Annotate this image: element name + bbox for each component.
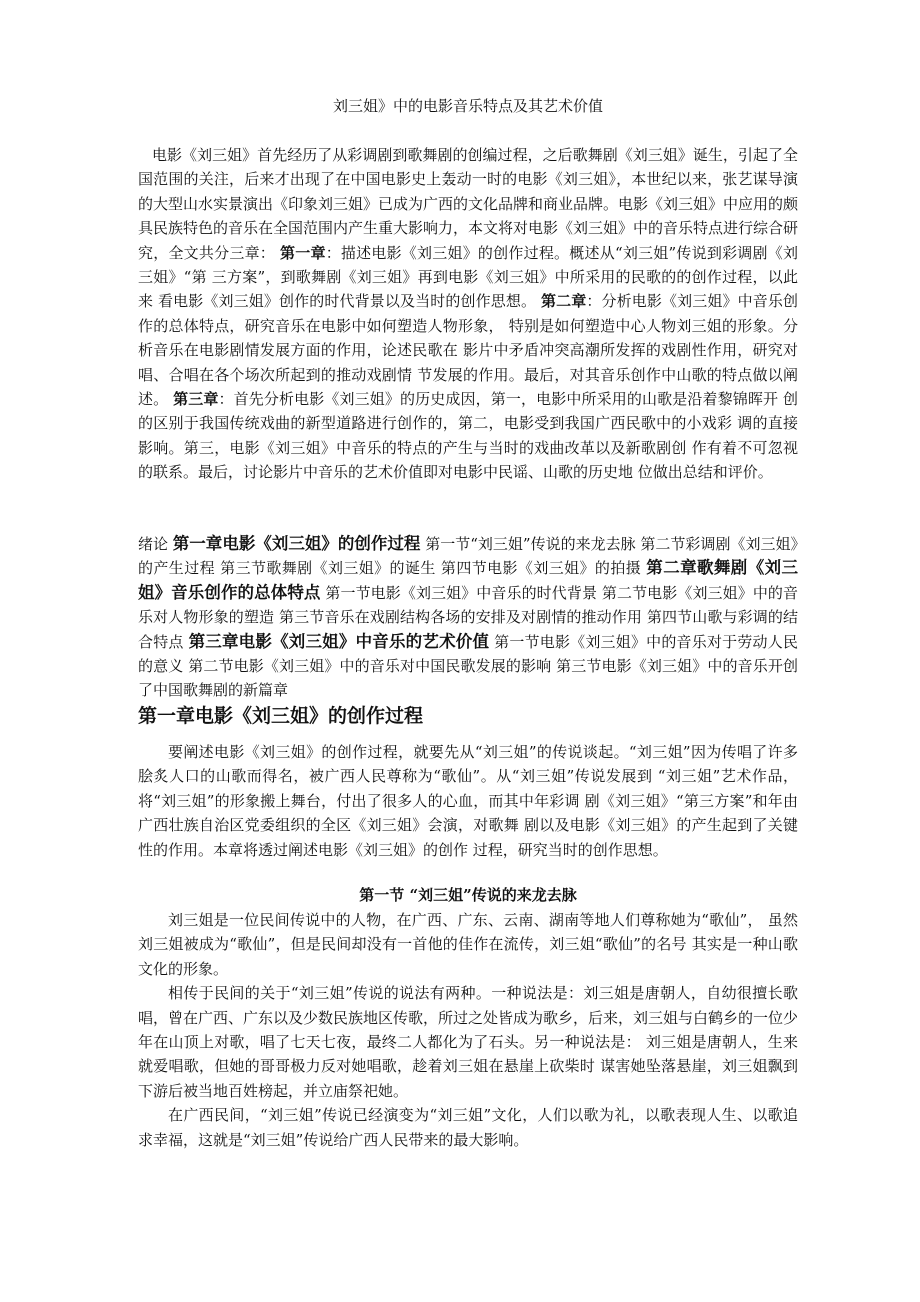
toc-chapter-3: 第三章电影《刘三姐》中音乐的艺术价值 <box>188 631 490 651</box>
abstract-paragraph <box>138 143 798 485</box>
toc-chapter-2-sections: 第一节电影《刘三姐》中音乐的时代背景 第二节电影《刘三姐》中的音乐对人物形象的塑造 第三节音乐在戏剧结构各场的安排及对剧情的推动作用 第四节山歌与彩调的结合特点 <box>138 583 799 651</box>
abstract-ch1-text: ：描述电影《刘三姐》的创作过程。概述从“刘三姐”传说到彩调剧《刘三姐》“第 三方案”，到歌舞剧《刘三姐》再到电影《刘三姐》中所采用的民歌的的创作过程，以此来 看电影《刘三姐》创作的时代背景以及当时的创作思想。 <box>138 243 798 311</box>
section-1-body <box>138 908 798 1152</box>
abstract-intro: 电影《刘三姐》首先经历了从彩调剧到歌舞剧的创编过程，之后歌舞剧《刘三姐》诞生，引起了全国范围的关注，后来才出现了在中国电影史上轰动一时的电影《刘三姐》，本世纪以来，张艺谋导演的大型山水实景演出《印象刘三姐》已成为广西的文化品牌和商业品牌。电影《刘三姐》中应用的颇具民族特色的音乐在全国范围内产生重大影响力，本文将对电影《刘三姐》中的音乐特点进行综合研究，全文共分三章： <box>138 146 799 262</box>
abstract-ch3-label: 第三章 <box>173 390 219 409</box>
toc-intro: 绪论 <box>138 535 169 553</box>
section-1-paragraph-3: 在广西民间，“刘三姐”传说已经演变为“刘三姐”文化，人们以歌为礼，以歌表现人生、以歌追求幸福，这就是“刘三姐”传说给广西人民带来的最大影响。 <box>138 1106 798 1149</box>
abstract-ch2-text: ：分析电影《刘三姐》中音乐创作的总体特点，研究音乐在电影中如何塑造人物形象， 特别是如何塑造中心人物刘三姐的形象。分析音乐在电影剧情发展方面的作用，论述民歌在 影片中矛盾冲突高潮所发挥的戏剧性作用，研究对唱、合唱在各个场次所起到的推动戏剧情 节发展的作用。最后，对其音乐创作中山歌的特点做以阐述。 <box>138 292 798 409</box>
document-title: 刘三姐》中的电影音乐特点及其艺术价值 <box>332 97 603 115</box>
toc-chapter-2: 第二章歌舞剧《刘三姐》音乐创作的总体特点 <box>138 558 798 602</box>
abstract-ch3-text: ：首先分析电影《刘三姐》的历史成因，第一，电影中所采用的山歌是沿着黎锦晖开 创的区别于我国传统戏曲的新型道路进行创作的，第二，电影受到我国广西民歌中的小戏彩 调的直接影响。第三，电影《刘三姐》中音乐的特点的产生与当时的戏曲改革以及新歌剧创 作有着不可忽视的联系。最后，讨论影片中音乐的艺术价值即对电影中民谣、山歌的历史地 位做出总结和评价。 <box>138 390 798 482</box>
section-1-heading: 第一节 “刘三姐”传说的来龙去脉 <box>359 886 577 904</box>
section-1-paragraph-1: 刘三姐是一位民间传说中的人物，在广西、广东、云南、湖南等地人们尊称她为“歌仙”， 虽然刘三姐被成为“歌仙”，但是民间却没有一首他的佳作在流传，刘三姐“歌仙”的名号 其实是一种山歌文化的形象。 <box>138 911 798 978</box>
abstract-ch2-label: 第二章 <box>541 292 587 311</box>
abstract-ch1-label: 第一章 <box>280 243 326 262</box>
toc-chapter-1: 第一章电影《刘三姐》的创作过程 <box>172 534 421 553</box>
section-1-paragraph-2: 相传于民间的关于“刘三姐”传说的说法有两种。一种说法是：刘三姐是唐朝人，自幼很擅长歌唱，曾在广西、广东以及少数民族地区传歌，所过之处皆成为歌乡，后来，刘三姐与白鹤乡的一位少年在山顶上对歌，唱了七天七夜，最终二人都化为了石头。另一种说法是： 刘三姐是唐朝人，生来就爱唱歌，但她的哥哥极力反对她唱歌，趁着刘三姐在悬崖上砍柴时 谋害她坠落悬崖，刘三姐飘到下游后被当地百姓榜起，并立庙祭祀她。 <box>138 984 799 1100</box>
chapter-1-heading: 第一章电影《刘三姐》的创作过程 <box>138 705 424 727</box>
toc-chapter-1-sections: 第一节“刘三姐”传说的来龙去脉 第二节彩调剧《刘三姐》的产生过程 第三节歌舞剧《刘三姐》的诞生 第四节电影《刘三姐》的拍摄 <box>138 535 798 578</box>
chapter-1-intro: 要阐述电影《刘三姐》的创作过程，就要先从“刘三姐”的传说谈起。“刘三姐”因为传唱了许多脍炙人口的山歌而得名，被广西人民尊称为“歌仙”。从“刘三姐”传说发展到 “刘三姐”艺术作品，将“刘三姐”的形象搬上舞台，付出了很多人的心血，而其中年彩调 剧《刘三姐》“第三方案”和年由广西壮族自治区党委组织的全区《刘三姐》会演，对歌舞 剧以及电影《刘三姐》的产生起到了关键性的作用。本章将透过阐述电影《刘三姐》的创作 过程，研究当时的创作思想。 <box>138 743 798 859</box>
toc-chapter-3-sections: 第一节电影《刘三姐》中的音乐对于劳动人民的意义 第二节电影《刘三姐》中的音乐对中国民歌发展的影响 第三节电影《刘三姐》中的音乐开创了中国歌舞剧的新篇章 <box>138 632 798 700</box>
table-of-contents <box>138 532 798 703</box>
